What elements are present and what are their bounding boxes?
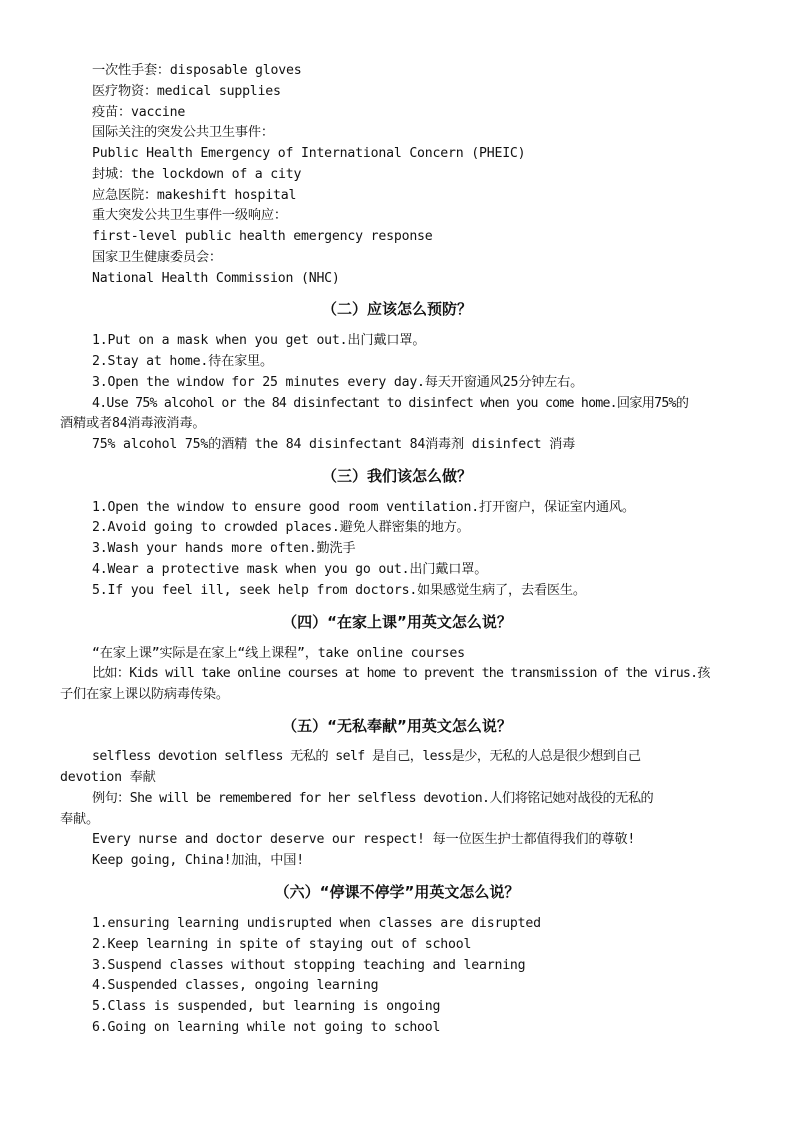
text-line: selfless devotion selfless 无私的 self 是自己，less是少，无私的人总是很少想到自己 — [92, 749, 641, 764]
text-line: 4.Wear a protective mask when you go out.出门戴口罩。 — [92, 562, 488, 577]
text-line: 4.Use 75% alcohol or the 84 disinfectant to disinfect when you come home.回家用75%的 — [92, 396, 689, 411]
vocab-line: 一次性手套：disposable gloves — [92, 63, 302, 78]
text-line: 酒精或者84消毒液消毒。 — [60, 416, 206, 431]
vocab-line: 医疗物资：medical supplies — [92, 84, 281, 99]
vocab-line: 疫苗：vaccine — [92, 105, 186, 120]
vocab-line: 重大突发公共卫生事件一级响应： — [92, 208, 287, 223]
list-item: 5.Class is suspended, but learning is ongoing — [92, 999, 441, 1014]
vocab-line: 国际关注的突发公共卫生事件： — [92, 125, 274, 140]
list-item: 3.Suspend classes without stopping teaching and learning — [92, 958, 526, 973]
section-heading: （二）应该怎么预防？ — [321, 300, 472, 318]
text-line: devotion 奉献 — [60, 770, 156, 785]
list-item: 1.ensuring learning undisrupted when classes are disrupted — [92, 916, 541, 931]
text-line: “在家上课”实际是在家上“线上课程”，take online courses — [92, 646, 465, 661]
vocab-line: 应急医院：makeshift hospital — [92, 188, 297, 203]
text-line: 奉献。 — [60, 812, 99, 827]
vocab-line: first-level public health emergency response — [92, 229, 433, 244]
section-heading: （三）我们该怎么做？ — [321, 467, 472, 485]
text-line: 1.Put on a mask when you get out.出门戴口罩。 — [92, 333, 426, 348]
text-line: Every nurse and doctor deserve our respect! 每一位医生护士都值得我们的尊敬! — [92, 832, 636, 847]
text-line: 2.Stay at home.待在家里。 — [92, 354, 274, 369]
list-item: 2.Keep learning in spite of staying out of school — [92, 937, 472, 952]
text-line: 1.Open the window to ensure good room ventilation.打开窗户，保证室内通风。 — [92, 500, 635, 515]
list-item: 4.Suspended classes, ongoing learning — [92, 978, 379, 993]
text-line: 75% alcohol 75%的酒精 the 84 disinfectant 84消毒剂 disinfect 消毒 — [92, 437, 576, 452]
text-line: 子们在家上课以防病毒传染。 — [60, 687, 229, 702]
text-line: 3.Wash your hands more often.勤洗手 — [92, 541, 356, 556]
section-heading: （五）“无私奉献”用英文怎么说？ — [282, 717, 512, 735]
list-item: 6.Going on learning while not going to school — [92, 1020, 441, 1035]
text-line: Keep going, China!加油，中国! — [92, 853, 304, 868]
section-heading: （四）“在家上课”用英文怎么说？ — [282, 613, 512, 631]
vocab-line: National Health Commission (NHC) — [92, 271, 340, 286]
text-line: 3.Open the window for 25 minutes every day.每天开窗通风25分钟左右。 — [92, 375, 584, 390]
text-line: 5.If you feel ill, seek help from doctors.如果感觉生病了，去看医生。 — [92, 583, 586, 598]
text-line: 比如：Kids will take online courses at home to prevent the transmission of the virus.孩 — [92, 666, 710, 681]
vocab-line: Public Health Emergency of International Concern (PHEIC) — [92, 146, 526, 161]
text-line: 例句：She will be remembered for her selfless devotion.人们将铭记她对战役的无私的 — [92, 791, 654, 806]
vocab-line: 国家卫生健康委员会： — [92, 250, 222, 265]
section-heading: （六）“停课不停学”用英文怎么说？ — [274, 883, 520, 901]
vocab-line: 封城：the lockdown of a city — [92, 167, 302, 182]
text-line: 2.Avoid going to crowded places.避免人群密集的地方。 — [92, 520, 470, 535]
